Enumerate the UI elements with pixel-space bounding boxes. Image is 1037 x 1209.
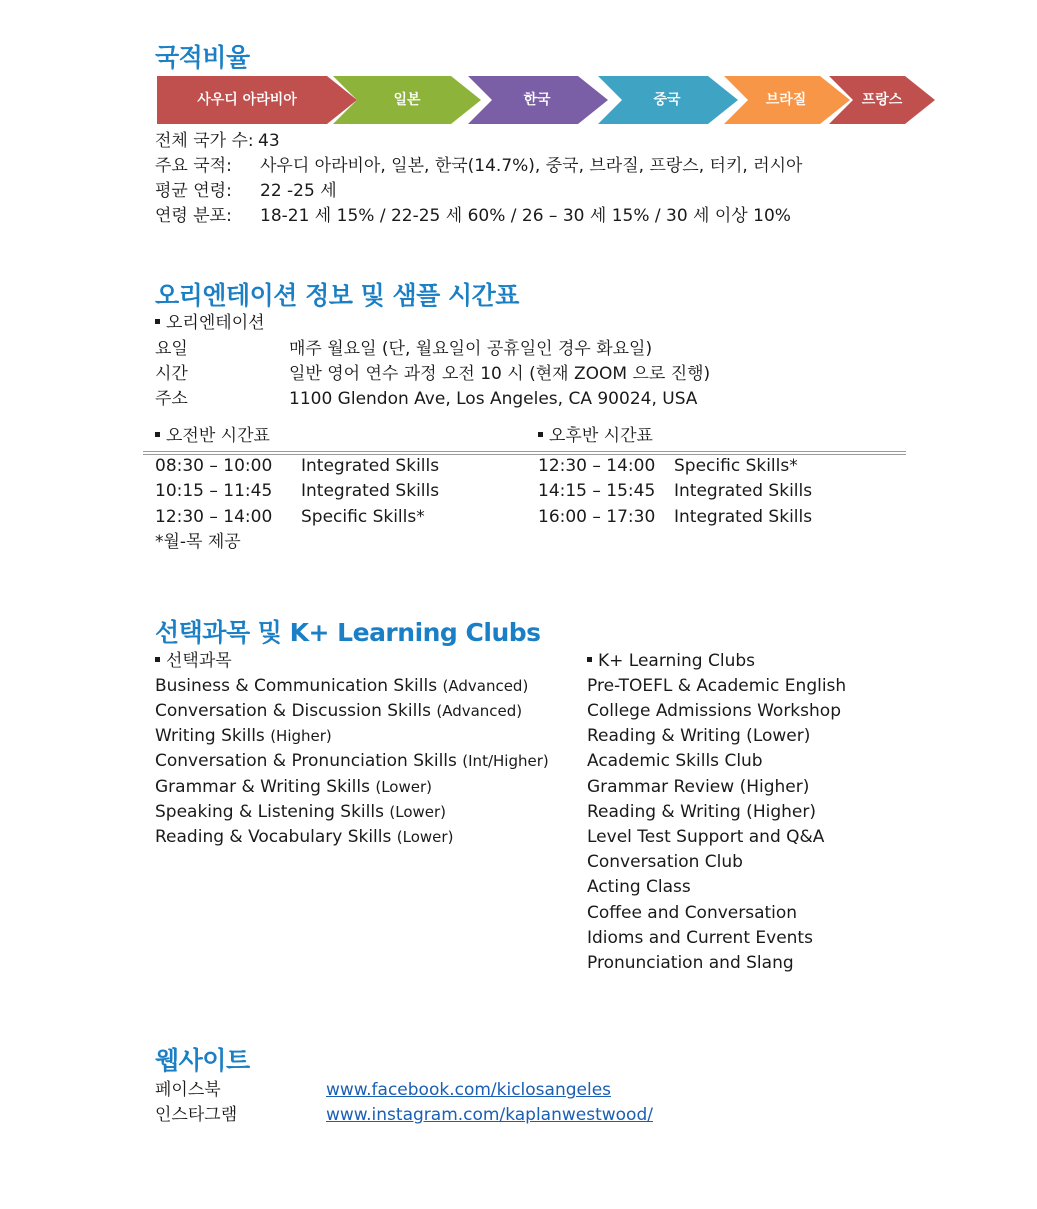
arrow-label: 브라질 [765, 92, 807, 108]
morning-row [155, 454, 440, 479]
schedule-subject: Specific Skills* [301, 507, 425, 527]
schedule-divider [143, 451, 906, 452]
schedule-time: 12:30 – 14:00 [538, 456, 656, 476]
afternoon-row [538, 479, 813, 504]
arrow-france [829, 76, 935, 124]
schedule-subject: Integrated Skills [301, 456, 440, 476]
elective-level: (Lower) [375, 778, 432, 796]
arrow-china [598, 76, 738, 124]
stat-label: 전체 국가 수: [155, 131, 254, 151]
club-item: Reading & Writing (Lower) [587, 726, 811, 746]
schedule-time: 12:30 – 14:00 [155, 507, 273, 527]
morning-schedule-title: 오전반 시간표 [155, 424, 270, 449]
facebook-link[interactable]: www.facebook.com/kiclosangeles [326, 1080, 612, 1100]
orientation-row-day [155, 337, 653, 362]
stat-value: 22 -25 세 [260, 181, 337, 201]
arrow-japan [333, 76, 481, 124]
arrow-label: 사우디 아라비아 [197, 92, 297, 108]
orientation-value: 1100 Glendon Ave, Los Angeles, CA 90024, USA [289, 389, 698, 409]
stat-average-age [155, 179, 337, 204]
club-item: Pre-TOEFL & Academic English [587, 676, 847, 696]
elective-item [155, 724, 332, 749]
orientation-label: 시간 [155, 364, 188, 384]
club-item: Grammar Review (Higher) [587, 777, 810, 797]
nationality-title: 국적비율 [155, 43, 250, 72]
elective-name: Speaking & Listening Skills [155, 802, 384, 822]
orientation-value: 매주 월요일 (단, 월요일이 공휴일인 경우 화요일) [289, 339, 653, 359]
arrow-label: 일본 [393, 92, 421, 108]
elective-item [155, 800, 446, 825]
orientation-title: 오리엔테이션 정보 및 샘플 시간표 [155, 281, 519, 310]
stat-value: 18-21 세 15% / 22-25 세 60% / 26 – 30 세 15% / 30 세 이상 10% [260, 206, 791, 226]
elective-level: (Advanced) [442, 677, 529, 695]
elective-item [155, 699, 522, 724]
club-item: Academic Skills Club [587, 751, 763, 771]
elective-level: (Lower) [389, 803, 447, 821]
elective-name: Conversation & Discussion Skills [155, 701, 431, 721]
schedule-time: 16:00 – 17:30 [538, 507, 656, 527]
elective-item [155, 749, 549, 774]
orientation-row-address [155, 387, 698, 412]
elective-name: Conversation & Pronunciation Skills [155, 751, 457, 771]
electives-title: 선택과목 및 K+ Learning Clubs [155, 618, 541, 647]
club-item: Conversation Club [587, 852, 743, 872]
elective-level: (Lower) [396, 828, 454, 846]
arrow-label: 한국 [523, 92, 551, 108]
club-item: Reading & Writing (Higher) [587, 802, 816, 822]
arrow-label: 프랑스 [861, 92, 903, 108]
orientation-row-time [155, 362, 711, 387]
schedule-time: 10:15 – 11:45 [155, 481, 273, 501]
schedule-note: *월-목 제공 [155, 532, 241, 552]
club-item: Coffee and Conversation [587, 903, 798, 923]
schedule-time: 14:15 – 15:45 [538, 481, 656, 501]
schedule-subject: Integrated Skills [674, 481, 813, 501]
elective-item [155, 674, 528, 699]
schedule-subject: Specific Skills* [674, 456, 798, 476]
orientation-value: 일반 영어 연수 과정 오전 10 시 (현재 ZOOM 으로 진행) [289, 364, 711, 384]
schedule-subject: Integrated Skills [674, 507, 813, 527]
stat-label: 연령 분포: [155, 206, 232, 226]
orientation-label: 요일 [155, 339, 188, 359]
morning-row [155, 505, 425, 530]
website-title: 웹사이트 [155, 1046, 250, 1075]
afternoon-row [538, 505, 813, 530]
elective-level: (Higher) [270, 727, 332, 745]
elective-name: Writing Skills [155, 726, 265, 746]
orientation-label: 주소 [155, 389, 188, 409]
club-item: Pronunciation and Slang [587, 953, 794, 973]
stat-age-distribution [155, 204, 791, 229]
stat-label: 평균 연령: [155, 181, 232, 201]
morning-row [155, 479, 440, 504]
schedule-time: 08:30 – 10:00 [155, 456, 273, 476]
afternoon-schedule-title: 오후반 시간표 [538, 424, 653, 449]
website-row-facebook [155, 1078, 612, 1103]
website-row-instagram [155, 1103, 653, 1128]
stat-value: 43 [258, 131, 280, 151]
club-item: Idioms and Current Events [587, 928, 813, 948]
schedule-subject: Integrated Skills [301, 481, 440, 501]
stat-total-countries [155, 129, 280, 154]
club-item: College Admissions Workshop [587, 701, 841, 721]
orientation-subtitle: 오리엔테이션 [155, 311, 265, 336]
website-label: 인스타그램 [155, 1105, 238, 1125]
arrow-label: 중국 [653, 92, 681, 108]
elective-item [155, 825, 453, 850]
club-item: Acting Class [587, 877, 691, 897]
stat-main-nationalities [155, 154, 803, 179]
elective-name: Business & Communication Skills [155, 676, 438, 696]
elective-name: Reading & Vocabulary Skills [155, 827, 392, 847]
stat-value: 사우디 아라비아, 일본, 한국(14.7%), 중국, 브라질, 프랑스, 터키, 러시아 [260, 156, 803, 176]
electives-left-title: 선택과목 [155, 649, 232, 674]
stat-label: 주요 국적: [155, 156, 232, 176]
club-item: Level Test Support and Q&A [587, 827, 825, 847]
elective-item [155, 775, 432, 800]
afternoon-row [538, 454, 798, 479]
clubs-title: K+ Learning Clubs [587, 649, 755, 674]
arrow-saudi-arabia [157, 76, 357, 124]
elective-level: (Advanced) [436, 702, 523, 720]
elective-level: (Int/Higher) [462, 752, 549, 770]
website-label: 페이스북 [155, 1080, 221, 1100]
elective-name: Grammar & Writing Skills [155, 777, 370, 797]
instagram-link[interactable]: www.instagram.com/kaplanwestwood/ [326, 1105, 653, 1125]
arrow-korea [468, 76, 608, 124]
